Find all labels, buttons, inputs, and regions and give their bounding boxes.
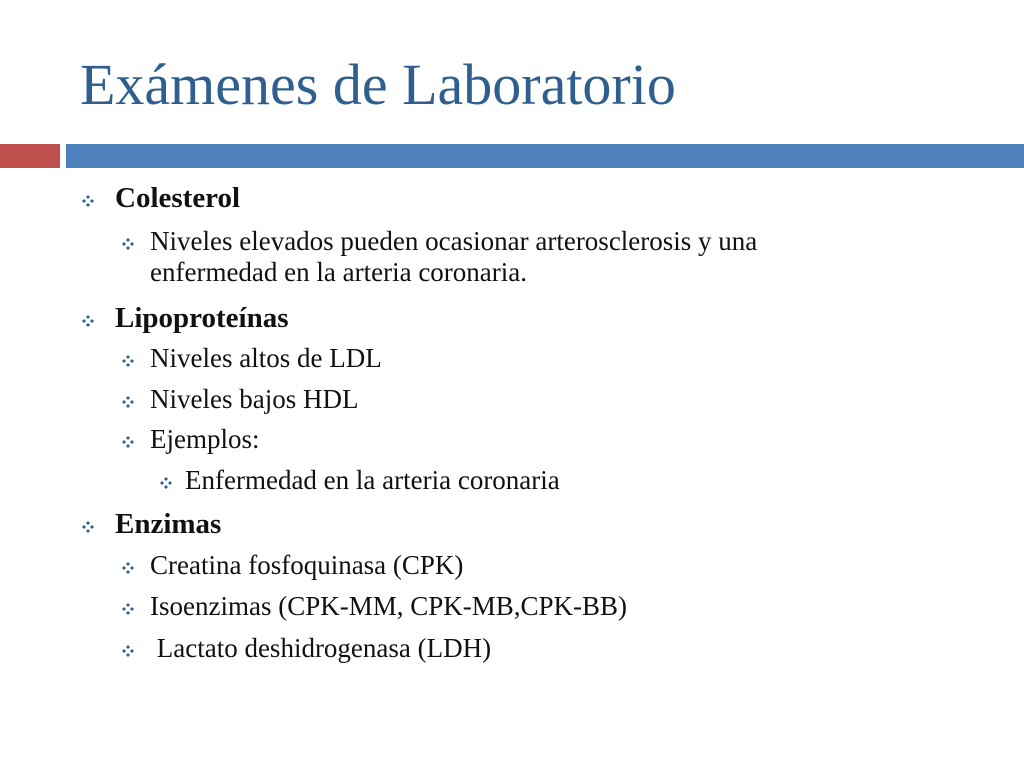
list-item: Creatina fosfoquinasa (CPK)	[150, 550, 464, 580]
list-item: Ejemplos:	[150, 424, 260, 454]
diamond-bullet-icon	[122, 355, 134, 367]
diamond-bullet-icon	[122, 238, 134, 250]
list-item: Enfermedad en la arteria coronaria	[185, 465, 560, 495]
diamond-bullet-icon	[82, 521, 94, 533]
diamond-bullet-icon	[122, 436, 134, 448]
diamond-bullet-icon	[160, 477, 172, 489]
list-item: Isoenzimas (CPK-MM, CPK-MB,CPK-BB)	[150, 591, 628, 621]
slide-title: Exámenes de Laboratorio	[80, 52, 676, 117]
diamond-bullet-icon	[122, 603, 134, 615]
diamond-bullet-icon	[82, 195, 94, 207]
list-item: Niveles altos de LDL	[150, 343, 382, 373]
diamond-bullet-icon	[122, 396, 134, 408]
list-item: enfermedad en la arteria coronaria.	[150, 257, 528, 287]
list-item: Enzimas	[115, 508, 222, 540]
diamond-bullet-icon	[122, 645, 134, 657]
list-item: Lipoproteínas	[115, 302, 289, 334]
diamond-bullet-icon	[122, 562, 134, 574]
list-item: Niveles elevados pueden ocasionar arterosclerosis y una	[150, 226, 758, 256]
list-item: Niveles bajos HDL	[150, 384, 359, 414]
diamond-bullet-icon	[82, 315, 94, 327]
list-item: Colesterol	[115, 182, 241, 214]
list-item: Lactato deshidrogenasa (LDH)	[150, 633, 492, 663]
